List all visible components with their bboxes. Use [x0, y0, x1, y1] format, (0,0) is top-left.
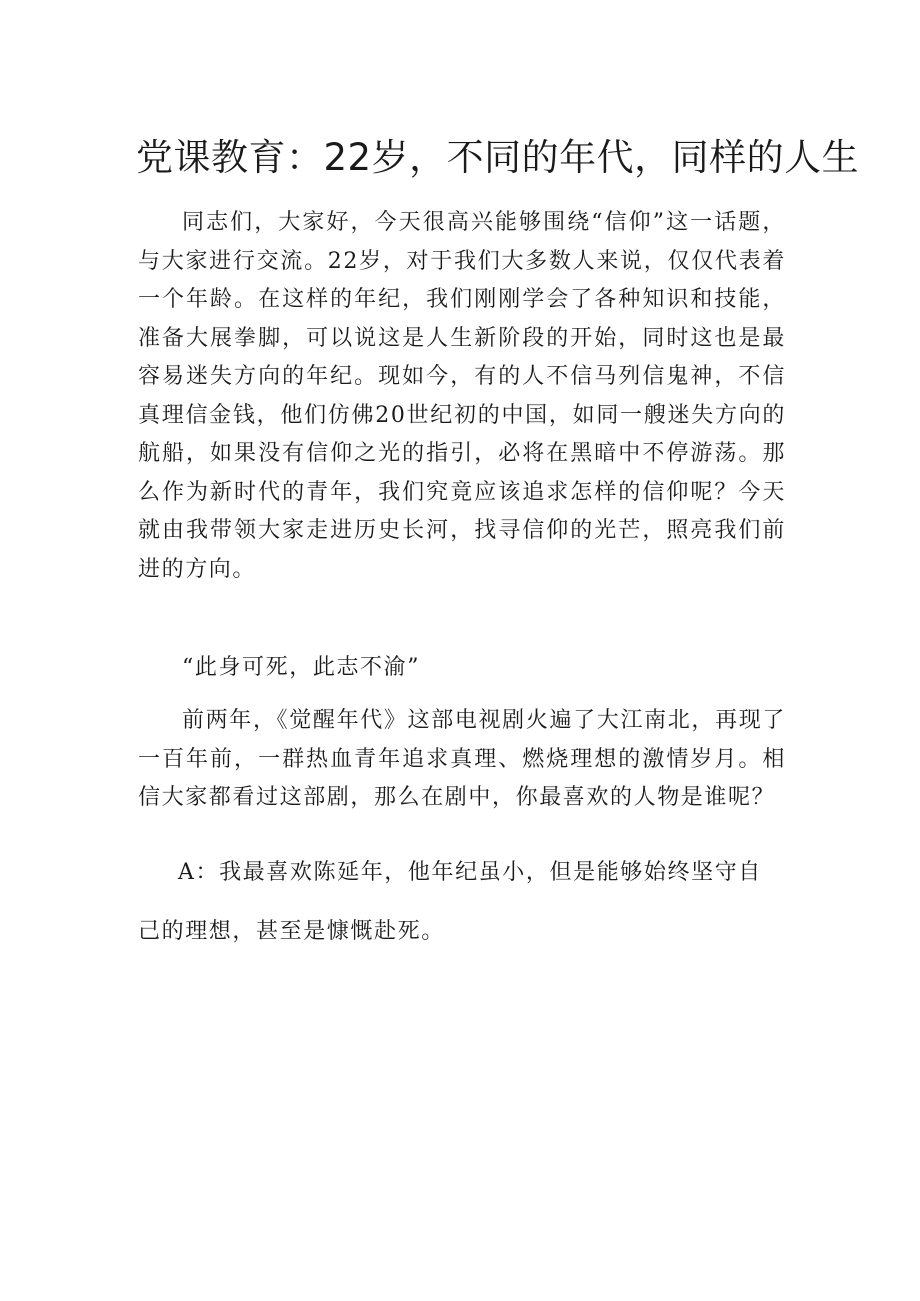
document-title: 党课教育：22岁，不同的年代，同样的人生	[136, 136, 860, 179]
quote-heading: “此身可死，此志不渝”	[182, 655, 421, 680]
answer-line-1: A：我最喜欢陈延年，他年纪虽小，但是能够始终坚守自	[178, 860, 762, 885]
answer-line-2: 己的理想，甚至是慷慨赴死。	[138, 919, 445, 944]
intro-paragraph: 同志们，大家好，今天很高兴能够围绕“信仰”这一话题，与大家进行交流。22岁，对于我们大多数人来说，仅仅代表着一个年龄。在这样的年纪，我们刚刚学会了各种知识和技能，准备大展拳脚，可以说这是人生新阶段的开始，同时这也是最容易迷失方向的年纪。现如今，有的人不信马列信鬼神，不信真理信金钱，他们仿佛20世纪初的中国，如同一艘迷失方向的航船，如果没有信仰之光的指引，必将在黑暗中不停游荡。那么作为新时代的青年，我们究竟应该追求怎样的信仰呢？今天就由我带领大家走进历史长河，找寻信仰的光芒，照亮我们前进的方向。	[138, 210, 786, 582]
drama-paragraph: 前两年，《觉醒年代》这部电视剧火遍了大江南北，再现了一百年前，一群热血青年追求真理、燃烧理想的激情岁月。相信大家都看过这部剧，那么在剧中，你最喜欢的人物是谁呢？	[138, 708, 786, 810]
